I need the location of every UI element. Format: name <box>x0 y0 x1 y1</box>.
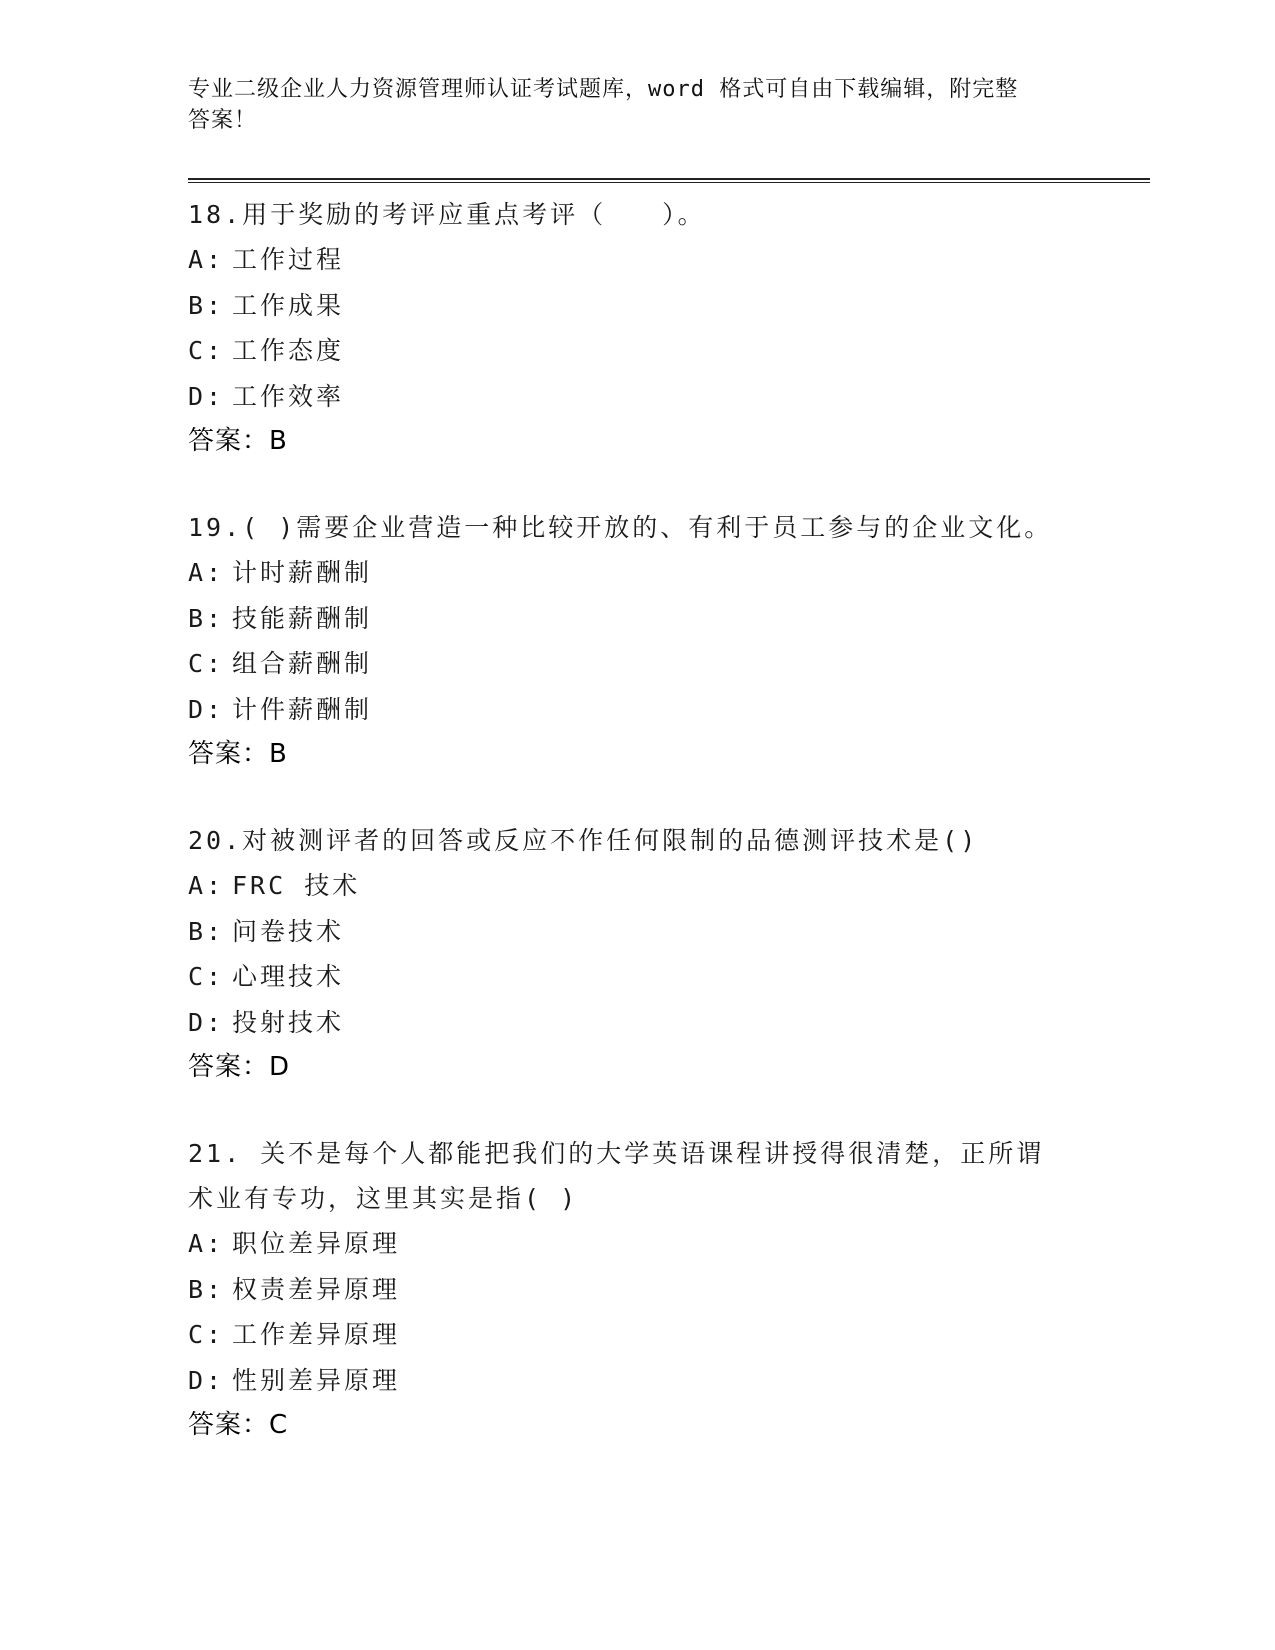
option-letter: B: <box>188 290 225 320</box>
option-text: 工作过程 <box>232 245 345 274</box>
option-text: 工作成果 <box>232 290 345 320</box>
option-d <box>188 1000 1088 1046</box>
option-letter: B: <box>188 1274 225 1304</box>
option-text: 性别差异原理 <box>232 1365 401 1395</box>
option-letter: C: <box>188 336 225 365</box>
option-c <box>188 328 1088 374</box>
option-letter: C: <box>188 962 225 991</box>
option-c <box>188 1312 1088 1358</box>
question-stem: 18.用于奖励的考评应重点考评（ ）。 <box>188 200 706 229</box>
option-letter: B: <box>188 603 225 633</box>
question-stem-line-2: 术业有专功，这里其实是指( ) <box>188 1184 579 1213</box>
option-text: 问卷技术 <box>232 916 345 946</box>
option-text: 计件薪酬制 <box>232 694 373 724</box>
option-d <box>188 374 1088 420</box>
option-c <box>188 641 1088 687</box>
option-letter: A: <box>188 245 225 274</box>
option-text: 组合薪酬制 <box>232 649 373 678</box>
option-letter: B: <box>188 916 225 946</box>
question-stem: 19.( )需要企业营造一种比较开放的、有利于员工参与的企业文化。 <box>188 513 1053 542</box>
option-text: 技能薪酬制 <box>232 603 373 633</box>
option-letter: A: <box>188 871 225 900</box>
option-letter: A: <box>188 558 225 587</box>
option-b <box>188 1267 1088 1313</box>
option-text: 投射技术 <box>232 1007 345 1037</box>
option-letter: D: <box>188 381 225 411</box>
option-a <box>188 1221 1088 1267</box>
option-text: FRC 技术 <box>232 871 361 900</box>
option-letter: A: <box>188 1229 225 1258</box>
option-b <box>188 909 1088 955</box>
option-text: 工作态度 <box>232 336 345 365</box>
question-stem: 20.对被测评者的回答或反应不作任何限制的品德测评技术是() <box>188 826 979 855</box>
option-letter: D: <box>188 1007 225 1037</box>
option-letter: C: <box>188 649 225 678</box>
option-text: 工作差异原理 <box>232 1320 401 1349</box>
question-stem-line-1: 21. 关不是每个人都能把我们的大学英语课程讲授得很清楚，正所谓 <box>188 1139 1045 1168</box>
document-header <box>188 74 1068 136</box>
option-d <box>188 687 1088 733</box>
option-a <box>188 550 1088 596</box>
option-a <box>188 863 1088 909</box>
question-21 <box>188 1131 1088 1447</box>
option-letter: C: <box>188 1320 225 1349</box>
option-letter: D: <box>188 1365 225 1395</box>
option-text: 计时薪酬制 <box>232 558 373 587</box>
option-text: 权责差异原理 <box>232 1274 401 1304</box>
option-b <box>188 283 1088 329</box>
answer-line: 答案：C <box>188 1410 289 1440</box>
option-text: 工作效率 <box>232 381 345 411</box>
answer-line: 答案：D <box>188 1052 291 1082</box>
answer-line: 答案：B <box>188 739 288 769</box>
option-letter: D: <box>188 694 225 724</box>
question-list <box>188 192 1088 1489</box>
option-a <box>188 237 1088 283</box>
option-d <box>188 1358 1088 1404</box>
question-19 <box>188 505 1088 776</box>
option-text: 职位差异原理 <box>232 1229 401 1258</box>
header-divider <box>188 178 1150 183</box>
option-text: 心理技术 <box>232 962 345 991</box>
option-c <box>188 954 1088 1000</box>
header-line-1: 专业二级企业人力资源管理师认证考试题库，word 格式可自由下载编辑，附完整 <box>188 77 1019 102</box>
answer-line: 答案：B <box>188 426 288 456</box>
option-b <box>188 596 1088 642</box>
header-line-2: 答案！ <box>188 108 258 133</box>
question-18 <box>188 192 1088 463</box>
question-20 <box>188 818 1088 1089</box>
